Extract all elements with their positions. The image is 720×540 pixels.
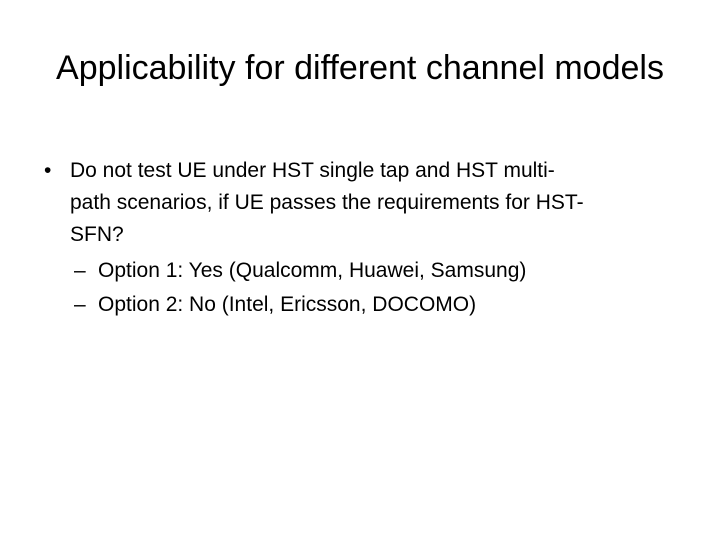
bullet-text <box>70 155 694 251</box>
bullet-line-1: Do not test UE under HST single tap and HST multi- <box>70 159 555 182</box>
slide-body <box>44 155 694 319</box>
dash-icon: – <box>74 293 86 316</box>
bullet-line-2: path scenarios, if UE passes the requirements for HST- <box>70 191 584 214</box>
slide-title: Applicability for different channel models <box>56 49 664 87</box>
bullet-icon: • <box>44 159 52 182</box>
option-2-text: Option 2: No (Intel, Ericsson, DOCOMO) <box>98 293 477 316</box>
option-item-1 <box>74 257 694 285</box>
option-1-text: Option 1: Yes (Qualcomm, Huawei, Samsung) <box>98 259 527 282</box>
dash-icon: – <box>74 259 86 282</box>
option-list <box>74 257 694 319</box>
bullet-item <box>44 155 694 251</box>
option-item-2 <box>74 291 694 319</box>
bullet-line-3: SFN? <box>70 223 124 246</box>
